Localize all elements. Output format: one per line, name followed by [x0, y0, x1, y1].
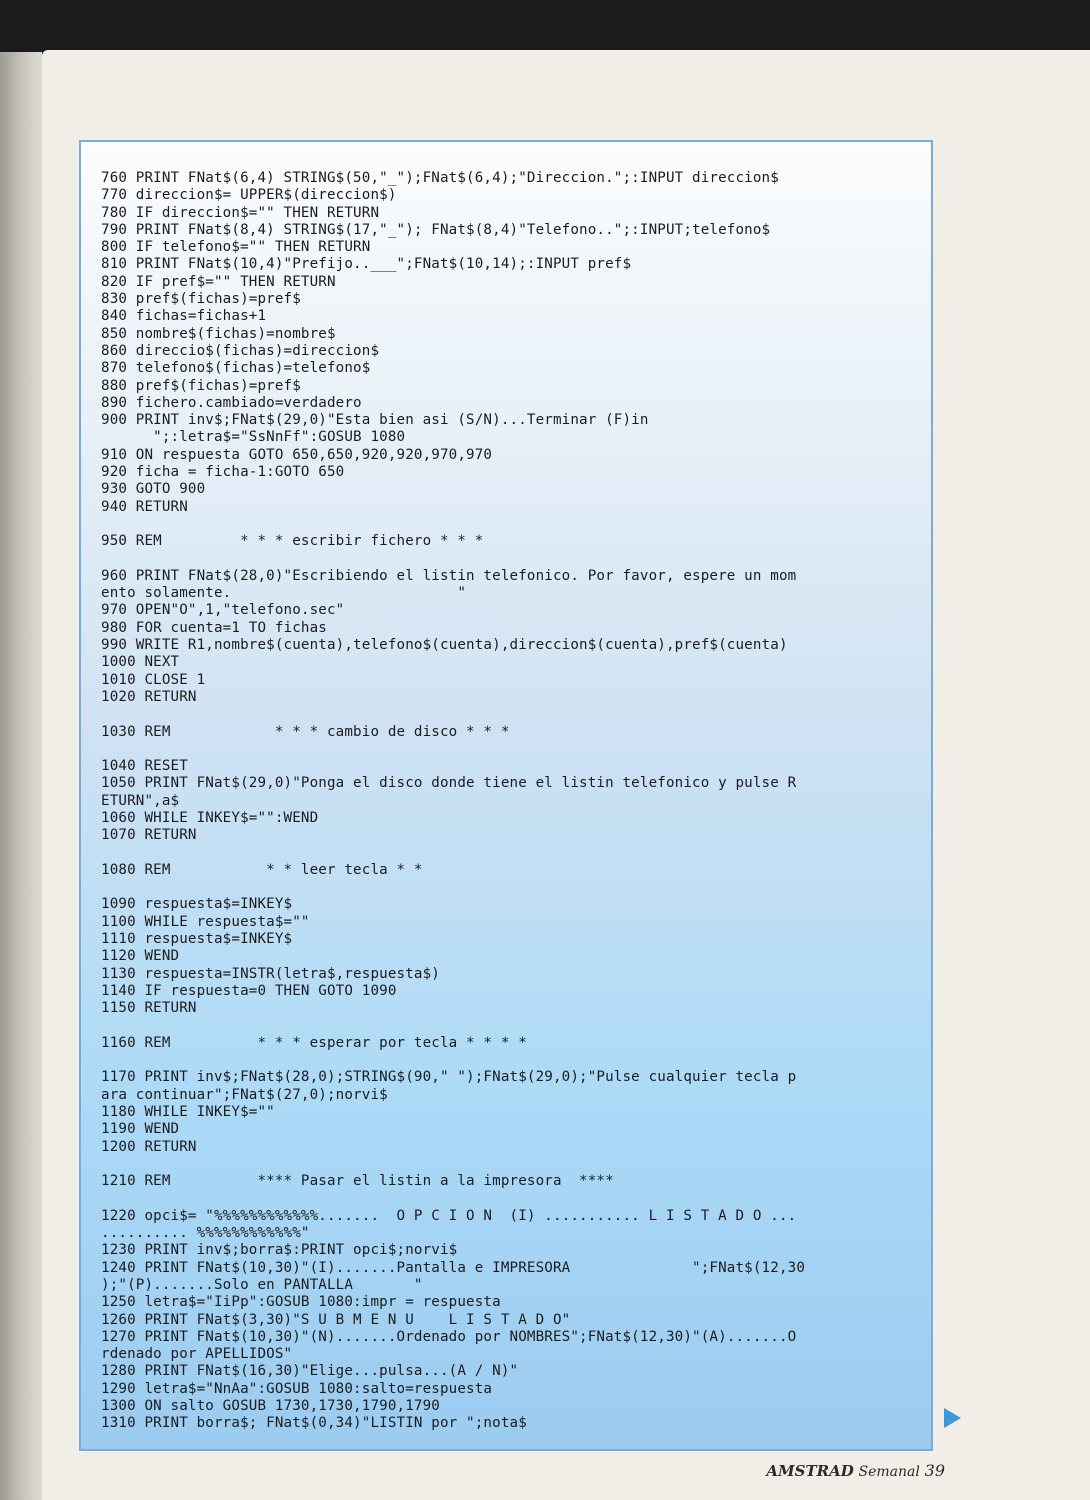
code-line: 1120 WEND: [101, 948, 180, 965]
code-line: 970 OPEN"O",1,"telefono.sec": [101, 602, 345, 619]
code-line: 1140 IF respuesta=0 THEN GOTO 1090: [101, 982, 397, 999]
code-line: 830 pref$(fichas)=pref$: [101, 291, 301, 308]
code-line: 1150 RETURN: [101, 1000, 197, 1017]
code-line: 1190 WEND: [101, 1121, 180, 1138]
code-line: 1130 respuesta=INSTR(letra$,respuesta$): [101, 965, 440, 982]
footer-page-number: 39: [924, 1461, 945, 1480]
code-line: 1260 PRINT FNat$(3,30)"S U B M E N U L I S T A D O": [101, 1311, 571, 1328]
code-line: 960 PRINT FNat$(28,0)"Escribiendo el listin telefonico. Por favor, espere un mom: [101, 567, 797, 584]
code-line: 1210 REM **** Pasar el listin a la impresora ****: [101, 1173, 614, 1190]
code-line: 1280 PRINT FNat$(16,30)"Elige...pulsa...(A / N)": [101, 1363, 519, 1380]
code-line: 1300 ON salto GOSUB 1730,1730,1790,1790: [101, 1398, 440, 1415]
code-line: 1160 REM * * * esperar por tecla * * * *: [101, 1034, 527, 1051]
code-line: 860 direccio$(fichas)=direccion$: [101, 342, 380, 359]
code-line: ETURN",a$: [101, 792, 180, 809]
code-line: rdenado por APELLIDOS": [101, 1346, 293, 1363]
code-line: 1030 REM * * * cambio de disco * * *: [101, 723, 510, 740]
code-line: 890 fichero.cambiado=verdadero: [101, 394, 362, 411]
code-line: 880 pref$(fichas)=pref$: [101, 377, 301, 394]
code-line: 1060 WHILE INKEY$="":WEND: [101, 809, 319, 826]
footer-brand: AMSTRAD: [766, 1462, 854, 1480]
code-line: [101, 1191, 927, 1208]
code-line: 1110 respuesta$=INKEY$: [101, 931, 293, 948]
code-line: 1020 RETURN: [101, 688, 197, 705]
code-line: [101, 1156, 927, 1173]
code-line: .......... %%%%%%%%%%%%": [101, 1225, 310, 1242]
code-line: ento solamente. ": [101, 585, 467, 602]
code-line: 1270 PRINT FNat$(10,30)"(N).......Ordenado por NOMBRES";FNat$(12,30)"(A).......O: [101, 1328, 797, 1345]
code-line: 1070 RETURN: [101, 827, 197, 844]
basic-code-listing: [101, 170, 927, 1433]
code-line: 780 IF direccion$="" THEN RETURN: [101, 204, 380, 221]
code-line: 1090 respuesta$=INKEY$: [101, 896, 293, 913]
code-line: 930 GOTO 900: [101, 481, 206, 498]
code-line: 770 direccion$= UPPER$(direccion$): [101, 187, 397, 204]
code-line: [101, 741, 927, 758]
code-line: [101, 879, 927, 896]
code-line: 790 PRINT FNat$(8,4) STRING$(17,"_"); FNat$(8,4)"Telefono..";:INPUT;telefono$: [101, 221, 771, 238]
code-line: 1240 PRINT FNat$(10,30)"(I).......Pantalla e IMPRESORA ";FNat$(12,30: [101, 1259, 806, 1276]
code-line: 940 RETURN: [101, 498, 188, 515]
code-line: [101, 1018, 927, 1035]
code-line: 990 WRITE R1,nombre$(cuenta),telefono$(cuenta),direccion$(cuenta),pref$(cuenta): [101, 637, 788, 654]
code-line: 810 PRINT FNat$(10,4)"Prefijo..___";FNat$(10,14);:INPUT pref$: [101, 256, 632, 273]
code-line: [101, 1052, 927, 1069]
code-line: 1100 WHILE respuesta$="": [101, 913, 310, 930]
magazine-spine: [0, 52, 42, 1500]
code-line: 850 nombre$(fichas)=nombre$: [101, 325, 336, 342]
code-line: 1250 letra$="IiPp":GOSUB 1080:impr = respuesta: [101, 1294, 501, 1311]
code-line: 1200 RETURN: [101, 1138, 197, 1155]
code-line: 1080 REM * * leer tecla * *: [101, 861, 423, 878]
code-line: 1050 PRINT FNat$(29,0)"Ponga el disco donde tiene el listin telefonico y pulse R: [101, 775, 797, 792]
code-line: 1170 PRINT inv$;FNat$(28,0);STRING$(90," ");FNat$(29,0);"Pulse cualquier tecla p: [101, 1069, 797, 1086]
code-line: );"(P).......Solo en PANTALLA ": [101, 1277, 423, 1293]
code-line: 910 ON respuesta GOTO 650,650,920,920,970,970: [101, 446, 493, 463]
continue-arrow-icon: [944, 1408, 961, 1428]
code-line: 820 IF pref$="" THEN RETURN: [101, 273, 336, 290]
code-line: [101, 551, 927, 568]
code-line: 1290 letra$="NnAa":GOSUB 1080:salto=respuesta: [101, 1380, 493, 1397]
code-line: 1230 PRINT inv$;borra$:PRINT opci$;norvi$: [101, 1242, 458, 1259]
code-line: 800 IF telefono$="" THEN RETURN: [101, 239, 371, 256]
page-footer: [766, 1461, 945, 1480]
code-line: 1220 opci$= "%%%%%%%%%%%%....... O P C I O N (I) ........... L I S T A D O ...: [101, 1207, 797, 1224]
code-line: 1180 WHILE INKEY$="": [101, 1104, 275, 1121]
code-line: ";:letra$="SsNnFf":GOSUB 1080: [101, 429, 406, 446]
code-line: [101, 516, 927, 533]
code-line: 1040 RESET: [101, 758, 188, 775]
code-line: 760 PRINT FNat$(6,4) STRING$(50,"_");FNat$(6,4);"Direccion.";:INPUT direccion$: [101, 170, 779, 186]
code-line: 950 REM * * * escribir fichero * * *: [101, 533, 484, 550]
code-line: 1000 NEXT: [101, 654, 180, 671]
code-line: 980 FOR cuenta=1 TO fichas: [101, 619, 327, 636]
code-line: 1310 PRINT borra$; FNat$(0,34)"LISTIN por ";nota$: [101, 1415, 527, 1432]
code-line: 840 fichas=fichas+1: [101, 308, 267, 325]
code-line: 1010 CLOSE 1: [101, 671, 206, 688]
code-line: 900 PRINT inv$;FNat$(29,0)"Esta bien asi (S/N)...Terminar (F)in: [101, 412, 649, 429]
code-line: ara continuar";FNat$(27,0);norvi$: [101, 1086, 388, 1103]
code-line: [101, 845, 927, 862]
footer-publication: Semanal: [858, 1464, 920, 1480]
code-line: 920 ficha = ficha-1:GOTO 650: [101, 464, 345, 481]
code-line: [101, 706, 927, 723]
code-line: 870 telefono$(fichas)=telefono$: [101, 360, 371, 377]
